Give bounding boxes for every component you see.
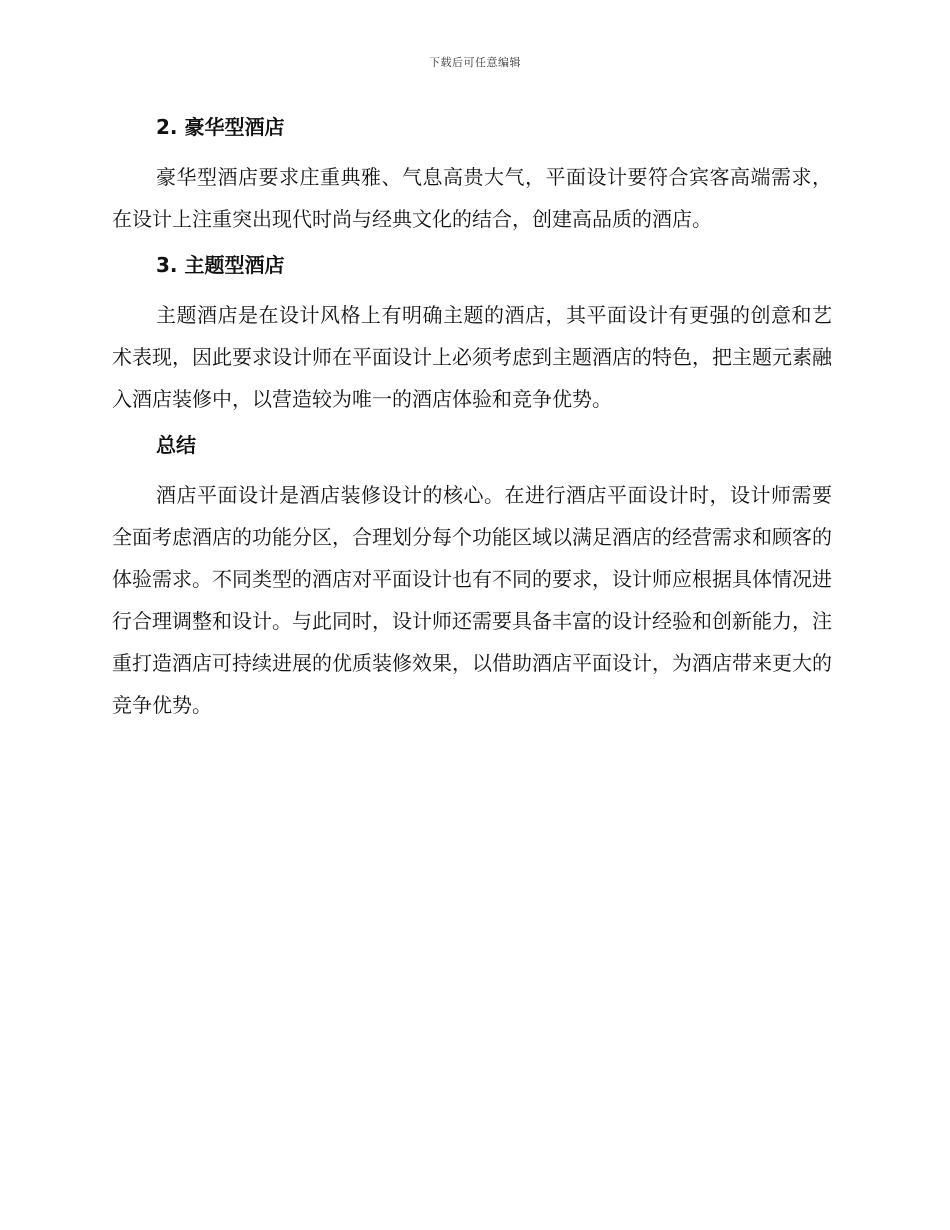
document-body bbox=[112, 112, 832, 726]
section-paragraph-luxury-hotel: 豪华型酒店要求庄重典雅、气息高贵大气，平面设计要符合宾客高端需求，在设计上注重突出现代时尚与经典文化的结合，创建高品质的酒店。 bbox=[112, 165, 832, 231]
section-heading-luxury-hotel: 2. 豪华型酒店 bbox=[156, 115, 285, 139]
section-heading-theme-hotel: 3. 主题型酒店 bbox=[156, 253, 285, 277]
section-paragraph-summary: 酒店平面设计是酒店装修设计的核心。在进行酒店平面设计时，设计师需要全面考虑酒店的功能分区，合理划分每个功能区域以满足酒店的经营需求和顾客的体验需求。不同类型的酒店对平面设计也有不同的要求，设计师应根据具体情况进行合理调整和设计。与此同时，设计师还需要具备丰富的设计经验和创新能力，注重打造酒店可持续进展的优质装修效果，以借助酒店平面设计，为酒店带来更大的竞争优势。 bbox=[112, 483, 832, 717]
page-header: 下载后可任意编辑 bbox=[429, 56, 521, 69]
section-paragraph-theme-hotel: 主题酒店是在设计风格上有明确主题的酒店，其平面设计有更强的创意和艺术表现，因此要求设计师在平面设计上必须考虑到主题酒店的特色，把主题元素融入酒店装修中，以营造较为唯一的酒店体验和竞争优势。 bbox=[112, 303, 832, 411]
section-heading-summary: 总结 bbox=[156, 433, 196, 457]
